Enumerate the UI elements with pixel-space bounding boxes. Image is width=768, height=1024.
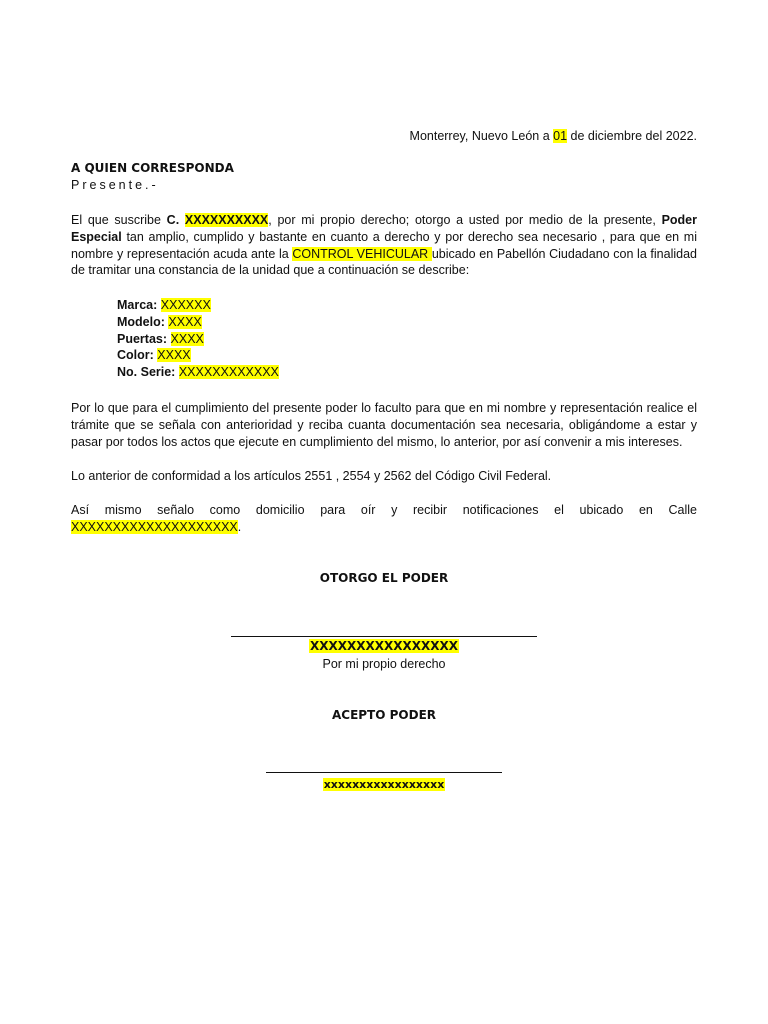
grantor-heading: OTORGO EL PODER: [319, 571, 449, 585]
acceptor-signature-line-wrap: [71, 762, 697, 776]
acceptor-name-wrap: [71, 777, 697, 791]
vehicle-value: XXXX: [170, 331, 204, 346]
vehicle-value: XXXX: [157, 348, 191, 363]
addressee: [71, 160, 697, 194]
vehicle-row-puertas: [117, 331, 279, 348]
p1-entity: CONTROL VEHICULAR: [292, 246, 432, 261]
date-suffix: de diciembre del 2022.: [567, 129, 697, 143]
grantor-signature-line: [231, 636, 537, 637]
paragraph-legal-basis: Lo anterior de conformidad a los artículos 2551 , 2554 y 2562 del Código Civil Federal.: [71, 469, 552, 483]
domicile-address: XXXXXXXXXXXXXXXXXXXX: [71, 519, 238, 534]
vehicle-label: Puertas:: [117, 331, 168, 346]
grantor-caption: Por mi propio derecho: [322, 657, 446, 671]
paragraph-domicile: [71, 502, 697, 536]
grantor-signature-line-wrap: [71, 626, 697, 640]
vehicle-row-serie: [117, 364, 279, 381]
vehicle-row-modelo: [117, 314, 279, 331]
domicile-line: Así mismo señalo como domicilio para oír y recibir notificaciones el ubicado en Calle: [71, 503, 697, 517]
p1-grantor-name: XXXXXXXXXX: [184, 213, 269, 227]
vehicle-value: XXXXXX: [160, 298, 211, 312]
vehicle-label: Marca:: [117, 298, 158, 312]
addressee-title: A QUIEN CORRESPONDA: [71, 161, 234, 175]
vehicle-label: Modelo:: [117, 314, 165, 329]
date-prefix: Monterrey, Nuevo León a: [409, 129, 554, 143]
vehicle-label: Color:: [117, 348, 154, 363]
paragraph-grant: [71, 212, 697, 279]
grantor-name: XXXXXXXXXXXXXXXX: [309, 639, 459, 653]
date-day: 01: [553, 129, 568, 143]
p1-text-4: ubicado en Pabellón Ciudadano con la finalidad de tramitar una constancia de la unidad que a continuación se describe:: [71, 246, 697, 278]
p1-text-3: tan amplio, cumplido y bastante en cuanto a derecho y por derecho sea necesario , para que en mi nombre y representación acuda ante la: [71, 229, 697, 261]
domicile-end: .: [237, 519, 242, 534]
p1-text-1: El que suscribe: [71, 213, 167, 227]
grantor-name-wrap: [71, 639, 697, 653]
presente-line: Presente.-: [71, 177, 159, 192]
domicile-address-line: [71, 519, 697, 536]
vehicle-row-color: [117, 347, 279, 364]
vehicle-details: [117, 297, 279, 381]
p1-c-prefix: C.: [166, 213, 185, 227]
acceptor-signature-line: [266, 772, 502, 773]
p1-poder-especial: Poder Especial: [71, 213, 697, 244]
acceptor-heading: ACEPTO PODER: [331, 708, 437, 722]
vehicle-value: XXXX: [168, 314, 202, 329]
p1-text-2: , por mi propio derecho; otorgo a usted por medio de la presente,: [268, 213, 662, 227]
vehicle-row-marca: [117, 297, 279, 314]
date-line: [71, 128, 697, 145]
paragraph-faculty: Por lo que para el cumplimiento del presente poder lo faculto para que en mi nombre y representación realice el trámite que se señala con anterioridad y reciba cuanta documentación sea necesaria, obligándome a estar y pasar por todos los actos que ejecute en cumplimiento del mismo, lo anterior, por así convenir a mis intereses.: [71, 401, 697, 449]
vehicle-value: XXXXXXXXXXXX: [178, 365, 279, 380]
vehicle-label: No. Serie:: [117, 365, 176, 380]
acceptor-name: xxxxxxxxxxxxxxxxx: [323, 778, 445, 791]
